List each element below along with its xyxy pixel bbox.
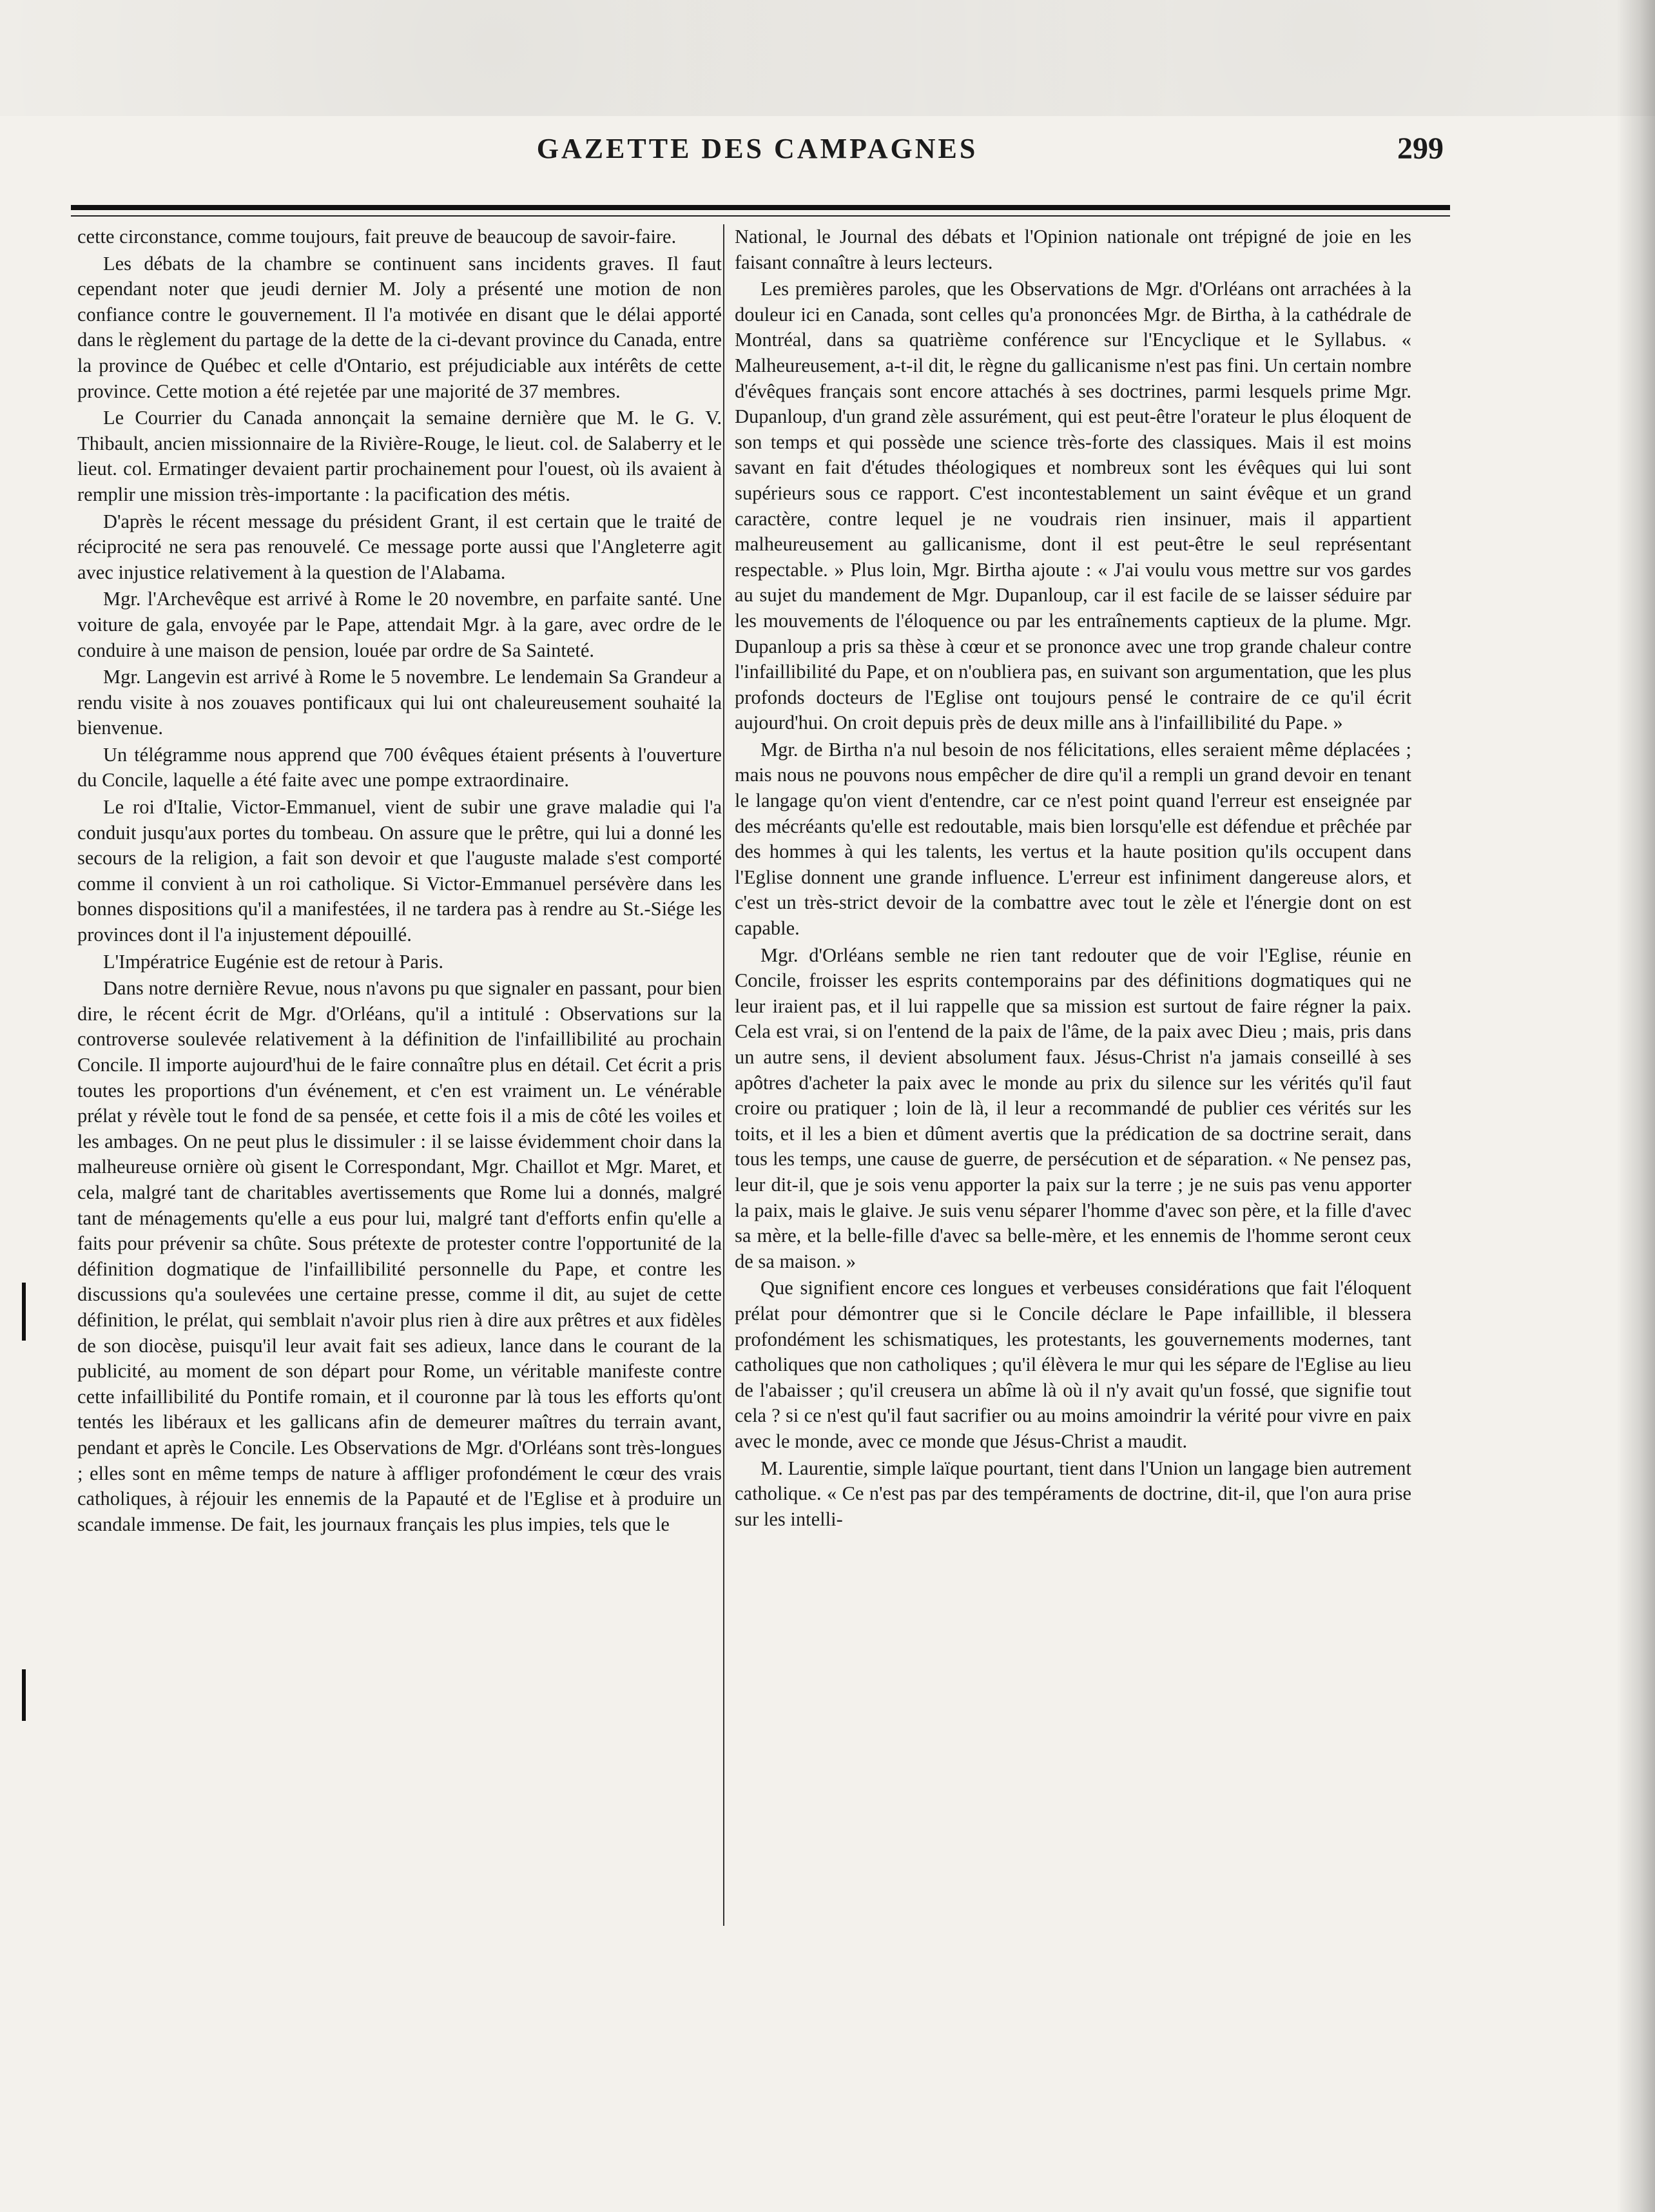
left-column (77, 224, 722, 1919)
margin-mark (22, 1669, 26, 1721)
paragraph: Un télégramme nous apprend que 700 évêques étaient présents à l'ouverture du Concile, laquelle a été faite avec une pompe extraordinaire. (77, 743, 722, 791)
paragraph: National, le Journal des débats et l'Opinion nationale ont trépigné de joie en les faisant connaître à leurs lecteurs. (735, 226, 1411, 273)
paragraph: Mgr. l'Archevêque est arrivé à Rome le 20 novembre, en parfaite santé. Une voiture de gala, envoyée par le Pape, attendait Mgr. à la gare, avec ordre de le conduire à une maison de pension, louée par ordre de Sa Sainteté. (77, 588, 722, 661)
paragraph: Mgr. d'Orléans semble ne rien tant redouter que de voir l'Eglise, réunie en Concile, froisser les esprits contemporains par des définitions dogmatiques qui ne leur iraient pas, et il lui rappelle que sa mission est surtout de faire régner la paix. Cela est vrai, si on l'entend de la paix de l'âme, de la paix avec Dieu ; mais, pris dans un autre sens, il devient absolument faux. Jésus-Christ n'a jamais conseillé à ses apôtres d'acheter la paix avec le monde au prix du silence sur les vérités qu'il faut croire ou pratiquer ; loin de là, il leur a recommandé de publier ces vérités sur les toits, et il les a bien et dûment avertis que la prédication de sa doctrine serait, dans tous les temps, une cause de guerre, de persécution et de séparation. « Ne pensez pas, leur dit-il, que je sois venu apporter la paix sur la terre ; je ne suis pas venu apporter la paix, mais le glaive. Je suis venu séparer l'homme d'avec son père, et la fille d'avec sa mère, et la belle-fille d'avec sa belle-mère, et les ennemis de l'homme seront ceux de sa maison. » (735, 944, 1411, 1272)
paragraph: Les premières paroles, que les Observations de Mgr. d'Orléans ont arrachées à la douleur ici en Canada, sont celles qu'a prononcées Mgr. de Birtha, à la cathédrale de Montréal, dans sa quatrième conférence sur l'Encyclique et le Syllabus. « Malheureusement, a-t-il dit, le règne du gallicanisme n'est pas fini. Un certain nombre d'évêques français sont encore attachés à ses doctrines, parmi lesquels prime Mgr. Dupanloup, d'un grand zèle assurément, qui est peut-être l'orateur le plus éloquent de son temps et qui possède une science très-forte des classiques. Mais il est moins savant en fait d'études théologiques et nombreux sont les évêques qui lui sont supérieurs sous ce rapport. C'est incontestablement un saint évêque et un grand caractère, contre lequel je ne voudrais rien insinuer, mais il appartient malheureusement au gallicanisme, dont il est peut-être le seul représentant respectable. » Plus loin, Mgr. Birtha ajoute : « J'ai voulu vous mettre sur vos gardes au sujet du mandement de Mgr. Dupanloup, car il est facile de se laisser séduire par les mouvements de l'éloquence ou par les entraînements captieux de la plume. Mgr. Dupanloup a pris sa thèse à cœur et se prononce avec une trop grande chaleur contre l'infaillibilité du Pape, et on n'oubliera pas, en suivant son argumentation, que les plus profonds docteurs de l'Eglise ont toujours pensé le contraire de ce qu'il écrit aujourd'hui. On croit depuis près de deux mille ans à l'infaillibilité du Pape. » (735, 278, 1411, 734)
paragraph: Les débats de la chambre se continuent sans incidents graves. Il faut cependant noter que jeudi dernier M. Joly a présenté une motion de non confiance contre le gouvernement. Il l'a motivée en disant que le délai apporté dans le règlement du partage de la dette de la ci-devant province du Canada, entre la province de Québec et celle d'Ontario, est préjudiciable aux intérêts de cette province. Cette motion a été rejetée par une majorité de 37 membres. (77, 252, 722, 402)
scan-speckle (0, 0, 1655, 116)
paragraph: Le Courrier du Canada annonçait la semaine dernière que M. le G. V. Thibault, ancien missionnaire de la Rivière-Rouge, le lieut. col. de Salaberry et le lieut. col. Ermatinger devaient partir prochainement pour l'ouest, où ils avaient à remplir une mission très-importante : la pacification des métis. (77, 407, 722, 505)
column-divider (723, 224, 724, 1926)
page-number: 299 (1397, 131, 1444, 166)
paragraph: Dans notre dernière Revue, nous n'avons pu que signaler en passant, pour bien dire, le récent écrit de Mgr. d'Orléans, qu'il a intitulé : Observations sur la controverse soulevée relativement à la définition de l'infaillibilité au prochain Concile. Il importe aujourd'hui de le faire connaître plus en détail. Cet écrit a pris toutes les proportions d'un événement, et c'en est vraiment un. Le vénérable prélat y révèle tout le fond de sa pensée, et cette fois il a mis de côté les voiles et les ambages. On ne peut plus le dissimuler : il se laisse évidemment choir dans la malheureuse ornière où gisent le Correspondant, Mgr. Chaillot et Mgr. Maret, et cela, malgré tant de charitables avertissements que Rome lui a donnés, malgré tant de ménagements qu'elle a eus pour lui, malgré tant d'efforts enfin qu'elle a faits pour prévenir sa chûte. Sous prétexte de protester contre l'opportunité de la définition dogmatique de l'infaillibilité personnelle du Pape, et contre les discussions qu'a soulevées une certaine presse, comme il dit, au sujet de cette définition, le prélat, qui semblait n'avoir plus rien à dire aux prêtres et aux fidèles de son diocèse, puisqu'il leur avait fait ses adieux, lance dans le courant de la publicité, au moment de son départ pour Rome, un véritable manifeste contre cette infaillibilité du Pontife romain, et il couronne par là tous les efforts qu'ont tentés les libéraux et les gallicans afin de demeurer maîtres du terrain avant, pendant et après le Concile. Les Observations de Mgr. d'Orléans sont très-longues ; elles sont en même temps de nature à affliger profondément le cœur des vrais catholiques, à réjouir les ennemis de la Papauté et de l'Eglise et à produire un scandale immense. De fait, les journaux français les plus impies, tels que le (77, 977, 722, 1535)
margin-mark (22, 1283, 26, 1341)
running-title: GAZETTE DES CAMPAGNES (536, 133, 978, 164)
paragraph: D'après le récent message du président Grant, il est certain que le traité de réciprocité ne sera pas renouvelé. Ce message porte aussi que l'Angleterre agit avec injustice relativement à la question de l'Alabama. (77, 510, 722, 583)
paragraph: Mgr. de Birtha n'a nul besoin de nos félicitations, elles seraient même déplacées ; mais nous ne pouvons nous empêcher de dire qu'il a rempli un grand devoir en tenant le langage qu'on vient d'entendre, car ce n'est point quand l'erreur est enseignée par des mécréants qu'elle est redoutable, mais bien lorsqu'elle est défendue et prêchée par des hommes à qui les talents, les vertus et la haute position qu'ils occupent dans l'Eglise donnent une grande influence. L'erreur est infiniment dangereuse alors, et c'est un très-strict devoir de la combattre avec tout le zèle et l'énergie dont on est capable. (735, 738, 1411, 940)
right-column (735, 224, 1411, 1816)
page-header (71, 132, 1444, 171)
paragraph: cette circonstance, comme toujours, fait preuve de beaucoup de savoir-faire. (77, 226, 677, 247)
paragraph: Le roi d'Italie, Victor-Emmanuel, vient de subir une grave maladie qui l'a conduit jusqu'aux portes du tombeau. On assure que le prêtre, qui lui a donné les secours de la religion, a fait son devoir et que l'auguste malade s'est comporté comme il convient à un roi catholique. Si Victor-Emmanuel persévère dans les bonnes dispositions qu'il a manifestées, il ne tardera pas à rendre au St.-Siége les provinces dont il l'a injustement dépouillé. (77, 796, 722, 946)
paragraph: Que signifient encore ces longues et verbeuses considérations que fait l'éloquent prélat pour démontrer que si le Concile déclare le Pape infaillible, il blessera profondément les schismatiques, les protestants, les gouvernements modernes, tant catholiques que non catholiques ; qu'il élèvera le mur qui les sépare de l'Eglise au lieu de l'abaisser ; qu'il creusera un abîme là où il n'y avait qu'un fossé, que signifie tout cela ? si ce n'est qu'il faut sacrifier ou au moins amoindrir la vérité pour vivre en paix avec le monde, avec ce monde que Jésus-Christ a maudit. (735, 1277, 1411, 1452)
header-rule-thick (71, 205, 1450, 210)
paragraph: Mgr. Langevin est arrivé à Rome le 5 novembre. Le lendemain Sa Grandeur a rendu visite à nos zouaves pontificaux qui lui ont chaleureusement souhaité la bienvenue. (77, 666, 722, 739)
header-rule-thin (71, 215, 1450, 217)
page-edge-shadow (1616, 0, 1655, 2212)
paragraph: M. Laurentie, simple laïque pourtant, tient dans l'Union un langage bien autrement catholique. « Ce n'est pas par des tempéraments de doctrine, dit-il, que l'on aura prise sur les intelli- (735, 1457, 1411, 1530)
paragraph: L'Impératrice Eugénie est de retour à Paris. (103, 950, 444, 973)
